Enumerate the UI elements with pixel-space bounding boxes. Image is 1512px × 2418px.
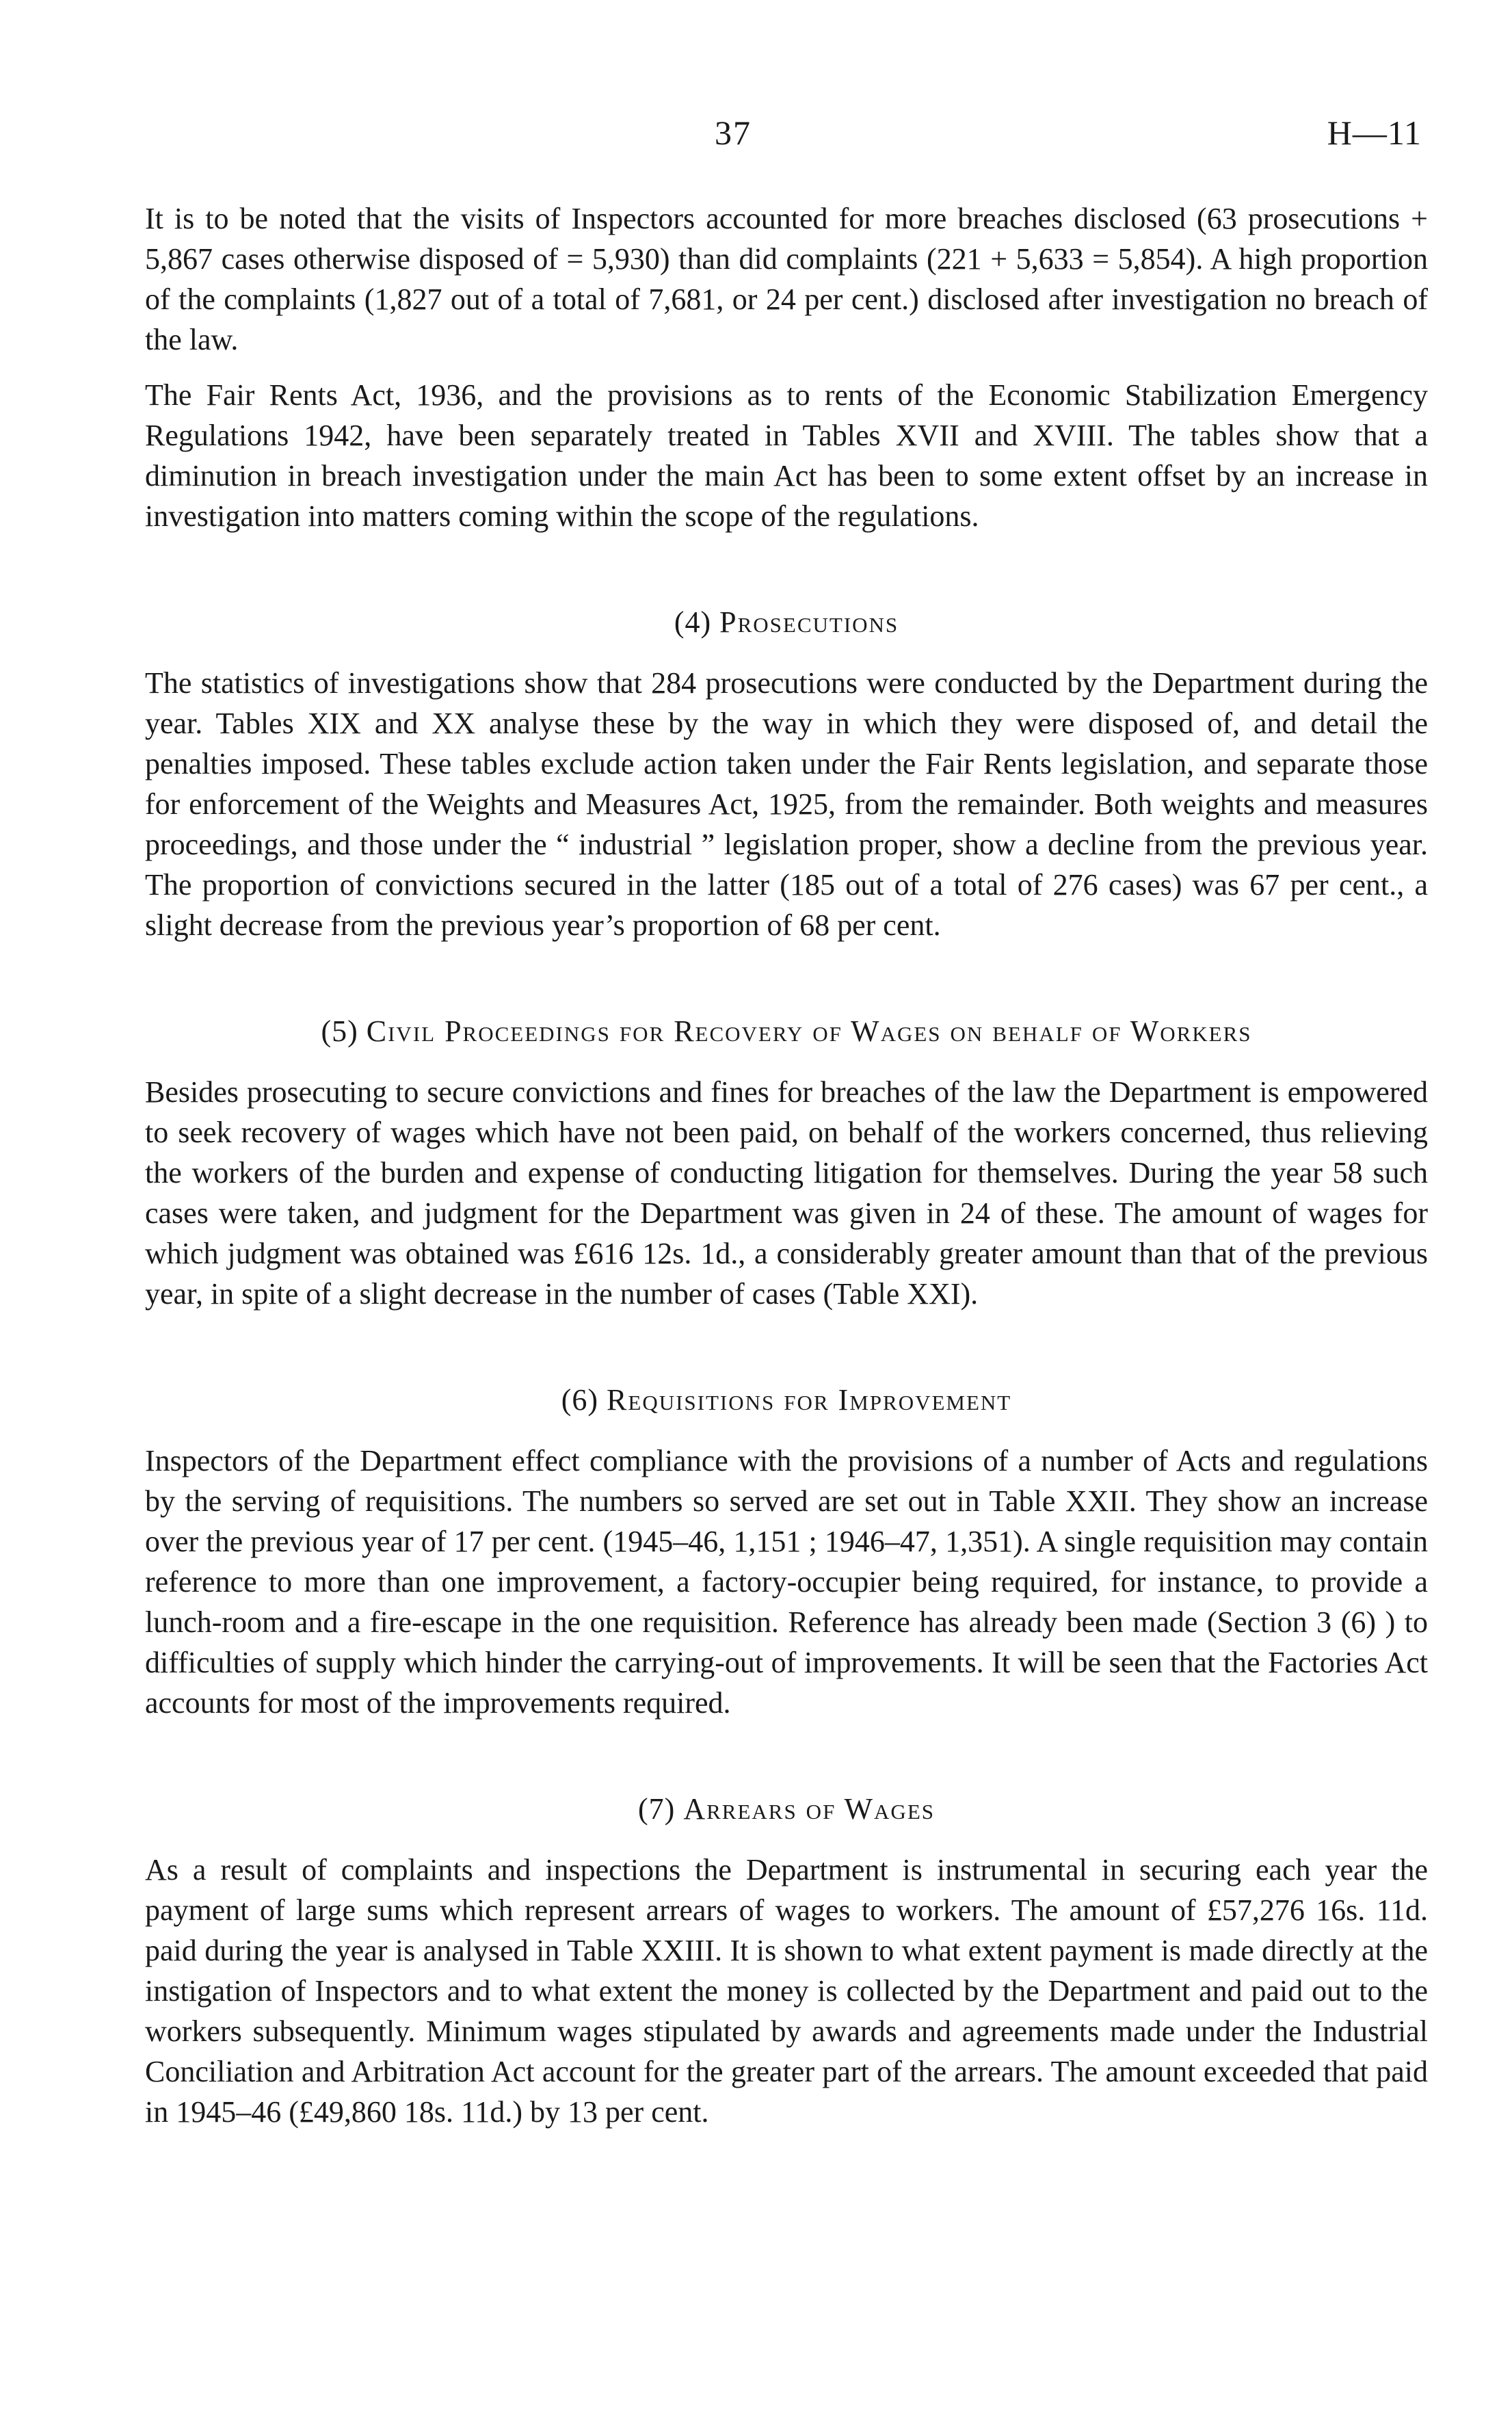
section-number: (7) xyxy=(638,1792,676,1826)
section-number: (6) xyxy=(561,1383,599,1417)
section-heading-arrears xyxy=(145,1789,1428,1829)
section-title: Prosecutions xyxy=(719,605,899,639)
section-body-requisitions: Inspectors of the Department effect compliance with the provisions of a number of Acts and regulations by the serving of requisitions. The numbers so served are set out in Table XXII. They show an increase over the previous year of 17 per cent. (1945–46, 1,151 ; 1946–47, 1,351). A single requisition may contain reference to more than one improvement, a factory-occupier being required, for instance, to provide a lunch-room and a fire-escape in the one requisition. Reference has already been made (Section 3 (6) ) to difficulties of supply which hinder the carrying-out of improvements. It will be seen that the Factories Act accounts for most of the improvements required. xyxy=(145,1444,1428,1720)
section-body-civil-proceedings: Besides prosecuting to secure convictions and fines for breaches of the law the Department is empowered to seek recovery of wages which have not been paid, on behalf of the workers concerned, thus relieving the workers of the burden and expense of conducting litigation for themselves. During the year 58 such cases were taken, and judgment for the Department was given in 24 of these. The amount of wages for which judgment was obtained was £616 12s. 1d., a considerably greater amount than that of the previous year, in spite of a slight decrease in the number of cases (Table XXI). xyxy=(145,1075,1428,1311)
section-heading-civil-proceedings xyxy=(145,1011,1428,1051)
section-body-prosecutions: The statistics of investigations show that 284 prosecutions were conducted by the Department during the year. Tables XIX and XX analyse these by the way in which they were disposed of, and detail the penalties imposed. These tables exclude action taken under the Fair Rents legislation, and separate those for enforcement of the Weights and Measures Act, 1925, from the remainder. Both weights and measures proceedings, and those under the “ industrial ” legislation proper, show a decline from the previous year. The proportion of convictions secured in the latter (185 out of a total of 276 cases) was 67 per cent., a slight decrease from the previous year’s proportion of 68 per cent. xyxy=(145,666,1428,942)
page-body xyxy=(145,198,1428,2132)
section-heading-requisitions xyxy=(145,1380,1428,1420)
section-title: Civil Proceedings for Recovery of Wages on behalf of Workers xyxy=(366,1014,1252,1048)
section-title: Arrears of Wages xyxy=(683,1792,935,1826)
section-heading-prosecutions xyxy=(145,602,1428,642)
section-body-arrears: As a result of complaints and inspections the Department is instrumental in securing each year the payment of large sums which represent arrears of wages to workers. The amount of £57,276 16s. 11d. paid during the year is analysed in Table XXIII. It is shown to what extent payment is made directly at the instigation of Inspectors and to what extent the money is collected by the Department and paid out to the workers subsequently. Minimum wages stipulated by awards and agreements made under the Industrial Conciliation and Arbitration Act account for the greater part of the arrears. The amount exceeded that paid in 1945–46 (£49,860 18s. 11d.) by 13 per cent. xyxy=(145,1853,1428,2129)
page-header xyxy=(0,113,1512,161)
intro-paragraph-1: It is to be noted that the visits of Inspectors accounted for more breaches disclosed (63 prosecutions + 5,867 cases otherwise disposed of = 5,930) than did complaints (221 + 5,633 = 5,854). A high proportion of the complaints (1,827 out of a total of 7,681, or 24 per cent.) disclosed after investigation no breach of the law. xyxy=(145,202,1428,356)
section-number: (5) xyxy=(321,1014,358,1048)
section-title: Requisitions for Improvement xyxy=(607,1383,1012,1417)
document-code: H—11 xyxy=(1327,114,1422,152)
section-number: (4) xyxy=(674,605,712,639)
intro-paragraph-2: The Fair Rents Act, 1936, and the provisions as to rents of the Economic Stabilization Emergency Regulations 1942, have been separately treated in Tables XVII and XVIII. The tables show that a diminution in breach investigation under the main Act has been to some extent offset by an increase in investigation into matters coming within the scope of the regulations. xyxy=(145,378,1428,533)
page-number: 37 xyxy=(715,114,752,152)
